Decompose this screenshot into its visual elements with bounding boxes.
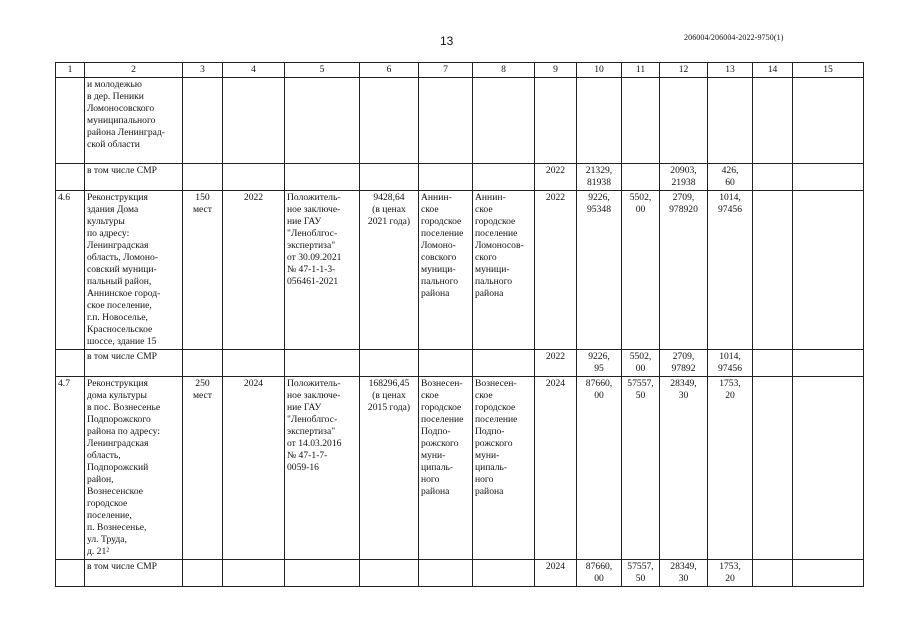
cell-line: района: [475, 486, 504, 497]
cell-line: 250: [195, 378, 210, 389]
document-id: 206004/206004-2022-9750(1): [684, 33, 784, 42]
cell-line: муниципального: [87, 115, 156, 126]
cell-line: в том числе СМР: [87, 561, 158, 572]
cell-line: в том числе СМР: [87, 351, 158, 362]
cell-col-6: [360, 78, 419, 164]
cell-line: 50: [635, 390, 646, 401]
cell-line: 150: [195, 192, 210, 203]
cell-line: ул. Труда,: [87, 534, 127, 545]
cell-line: поселение: [475, 228, 518, 239]
cell-col-1: 4.7: [56, 377, 85, 560]
cell-col-12: [660, 78, 708, 164]
cell-line: шоссе, здание 15: [87, 336, 157, 347]
cell-line: пальный район,: [87, 276, 152, 287]
cell-line: 28349,: [670, 561, 697, 572]
cell-line: городское: [475, 402, 516, 413]
table-row: [56, 350, 864, 377]
cell-col-2: [85, 191, 183, 350]
column-number-11: 11: [622, 63, 660, 78]
cell-line: 2709,: [672, 192, 695, 203]
cell-line: 97456: [718, 363, 742, 374]
cell-line: здания Дома: [87, 204, 139, 215]
cell-col-13: [708, 191, 753, 350]
cell-line: муни-: [475, 450, 500, 461]
cell-line: "Леноблгос-: [287, 228, 338, 239]
cell-line: п. Вознесенье,: [87, 522, 147, 533]
cell-line: поселение: [421, 228, 464, 239]
cell-line: ское: [475, 390, 493, 401]
cell-col-9: 2024: [535, 560, 577, 587]
cell-col-1: [56, 78, 85, 164]
cell-line: 97456: [718, 204, 742, 215]
cell-line: 30: [678, 390, 689, 401]
cell-line: 168296,45: [368, 378, 410, 389]
cell-col-7: [419, 191, 473, 350]
cell-line: ское: [421, 390, 439, 401]
cell-line: 1014,: [719, 192, 741, 203]
column-number-12: 12: [660, 63, 708, 78]
cell-line: 00: [635, 363, 646, 374]
cell-col-15: [793, 350, 864, 377]
cell-col-6: [360, 350, 419, 377]
cell-line: экспертиза": [287, 240, 336, 251]
cell-col-12: [660, 377, 708, 560]
cell-line: 9226,: [588, 351, 610, 362]
cell-col-2: [85, 377, 183, 560]
cell-col-4: [223, 78, 285, 164]
cell-col-13: [708, 560, 753, 587]
cell-col-15: [793, 164, 864, 191]
cell-col-11: [622, 560, 660, 587]
cell-line: городское: [87, 498, 128, 509]
cell-line: ципаль-: [421, 462, 454, 473]
cell-line: района по адресу:: [87, 426, 161, 437]
cell-col-5: [285, 191, 360, 350]
cell-col-13: [708, 377, 753, 560]
cell-col-8: [473, 377, 535, 560]
cell-line: ного: [475, 474, 494, 485]
cell-line: область,: [87, 450, 121, 461]
cell-line: ского: [475, 252, 497, 263]
cell-col-5: [285, 164, 360, 191]
cell-col-2: [85, 78, 183, 164]
cell-line: 28349,: [670, 378, 697, 389]
cell-line: Вознесенское: [87, 486, 143, 497]
cell-line: городское: [421, 402, 462, 413]
cell-col-1: [56, 560, 85, 587]
cell-col-5: [285, 560, 360, 587]
cell-col-11: [622, 350, 660, 377]
column-number-10: 10: [577, 63, 622, 78]
cell-col-4: [223, 350, 285, 377]
cell-col-7: [419, 350, 473, 377]
cell-line: района: [421, 486, 450, 497]
cell-col-10: [577, 350, 622, 377]
cell-line: № 47-1-7-: [287, 450, 328, 461]
cell-col-3: [183, 191, 223, 350]
column-number-4: 4: [223, 63, 285, 78]
cell-col-1: [56, 350, 85, 377]
cell-line: 50: [635, 573, 646, 584]
table-row: [56, 377, 864, 560]
cell-line: 95348: [587, 204, 611, 215]
cell-col-14: [753, 191, 793, 350]
cell-col-10: [577, 164, 622, 191]
cell-line: д. 21²: [87, 546, 110, 557]
cell-col-1: 4.6: [56, 191, 85, 350]
cell-col-14: [753, 164, 793, 191]
cell-col-14: [753, 78, 793, 164]
column-number-6: 6: [360, 63, 419, 78]
column-number-13: 13: [708, 63, 753, 78]
cell-col-11: [622, 377, 660, 560]
cell-line: 57557,: [627, 378, 654, 389]
cell-line: ное заключе-: [287, 204, 341, 215]
cell-line: Ломоносовского: [87, 103, 155, 114]
cell-col-10: [577, 560, 622, 587]
cell-line: дома культуры: [87, 390, 147, 401]
cell-col-2: [85, 164, 183, 191]
cell-line: Реконструкция: [87, 192, 148, 203]
cell-col-10: [577, 377, 622, 560]
cell-col-4: [223, 191, 285, 350]
cell-col-10: [577, 191, 622, 350]
table-row: [56, 191, 864, 350]
cell-col-15: [793, 191, 864, 350]
cell-line: ское: [421, 204, 439, 215]
cell-line: совский муници-: [87, 264, 157, 275]
column-number-9: 9: [535, 63, 577, 78]
cell-line: Подпо-: [421, 426, 451, 437]
cell-line: 57557,: [627, 561, 654, 572]
cell-line: область, Ломоно-: [87, 252, 158, 263]
cell-line: (в ценах: [372, 390, 406, 401]
cell-line: "Леноблгос-: [287, 414, 338, 425]
cell-line: район,: [87, 474, 114, 485]
cell-line: поселение: [475, 414, 518, 425]
cell-line: 2015 года): [367, 402, 411, 413]
cell-line: Красносельское: [87, 324, 153, 335]
cell-line: рожского: [475, 438, 513, 449]
cell-line: 21329,: [585, 165, 613, 176]
cell-line: ской области: [87, 139, 140, 150]
cell-col-2: [85, 350, 183, 377]
cell-line: 97892: [671, 363, 696, 374]
cell-col-9: 2022: [535, 350, 577, 377]
cell-line: Положитель-: [287, 378, 341, 389]
cell-col-11: [622, 78, 660, 164]
cell-line: 9428,64: [373, 192, 405, 203]
cell-line: ское поселение,: [87, 300, 152, 311]
table-row: [56, 560, 864, 587]
cell-line: Вознесен-: [475, 378, 517, 389]
cell-line: 81938: [587, 177, 611, 188]
cell-col-8: [473, 78, 535, 164]
cell-col-13: [708, 350, 753, 377]
cell-line: 056461-2021: [287, 276, 339, 287]
cell-col-12: [660, 560, 708, 587]
cell-line: и молодежью: [87, 79, 142, 90]
cell-line: ципаль-: [475, 462, 508, 473]
cell-line: 95: [594, 363, 604, 374]
cell-line: Вознесен-: [421, 378, 463, 389]
cell-col-4: [223, 164, 285, 191]
cell-line: ного: [421, 474, 440, 485]
cell-col-1: [56, 164, 85, 191]
column-number-15: 15: [793, 63, 864, 78]
cell-line: Аннин-: [421, 192, 452, 203]
cell-line: поселение,: [87, 510, 132, 521]
cell-line: (в ценах: [372, 204, 406, 215]
cell-line: от 30.09.2021: [287, 252, 342, 263]
cell-line: 2024: [243, 378, 264, 389]
cell-line: Подпорожский: [87, 462, 149, 473]
cell-col-7: [419, 78, 473, 164]
cell-col-3: [183, 350, 223, 377]
cell-line: 1753,: [719, 561, 741, 572]
cell-line: муници-: [421, 264, 456, 275]
cell-line: 00: [635, 204, 646, 215]
column-number-8: 8: [473, 63, 535, 78]
cell-col-9: 2024: [535, 377, 577, 560]
column-number-1: 1: [56, 63, 85, 78]
cell-col-12: [660, 191, 708, 350]
cell-col-3: [183, 377, 223, 560]
cell-line: в дер. Пеники: [87, 91, 144, 102]
cell-col-9: 2022: [535, 164, 577, 191]
cell-col-5: [285, 78, 360, 164]
cell-line: совского: [421, 252, 457, 263]
cell-line: ние ГАУ: [287, 216, 322, 227]
cell-line: 30: [678, 573, 689, 584]
cell-line: 5502,: [629, 351, 652, 362]
cell-line: 87660,: [585, 561, 613, 572]
cell-line: 2022: [243, 192, 264, 203]
cell-col-14: [753, 377, 793, 560]
cell-line: Реконструкция: [87, 378, 148, 389]
column-number-row: [56, 63, 864, 78]
cell-col-10: [577, 78, 622, 164]
cell-col-3: [183, 560, 223, 587]
cell-col-9: 2022: [535, 191, 577, 350]
cell-col-4: [223, 377, 285, 560]
cell-line: 978920: [669, 204, 698, 215]
cell-line: 2709,: [672, 351, 695, 362]
cell-col-7: [419, 164, 473, 191]
cell-col-12: [660, 350, 708, 377]
cell-col-6: [360, 560, 419, 587]
cell-line: ние ГАУ: [287, 402, 322, 413]
cell-line: района: [421, 288, 450, 299]
cell-line: городское: [421, 216, 462, 227]
cell-line: 426,: [721, 165, 739, 176]
cell-line: 2021 года): [367, 216, 411, 227]
investment-table: [55, 62, 864, 587]
column-number-14: 14: [753, 63, 793, 78]
column-number-7: 7: [419, 63, 473, 78]
cell-line: городское: [475, 216, 516, 227]
cell-col-4: [223, 560, 285, 587]
cell-line: района Ленинград-: [87, 127, 165, 138]
column-number-3: 3: [183, 63, 223, 78]
cell-col-8: [473, 560, 535, 587]
column-number-5: 5: [285, 63, 360, 78]
cell-line: № 47-1-1-3-: [287, 264, 336, 275]
cell-col-12: [660, 164, 708, 191]
cell-line: мест: [192, 204, 213, 215]
cell-col-6: [360, 377, 419, 560]
cell-line: пального: [475, 276, 513, 287]
cell-col-14: [753, 350, 793, 377]
cell-line: муни-: [421, 450, 446, 461]
cell-line: 00: [594, 573, 604, 584]
cell-line: от 14.03.2016: [287, 438, 342, 449]
cell-col-8: [473, 164, 535, 191]
cell-line: Положитель-: [287, 192, 341, 203]
cell-col-15: [793, 377, 864, 560]
cell-line: рожского: [421, 438, 459, 449]
cell-col-15: [793, 78, 864, 164]
table-row: [56, 164, 864, 191]
cell-col-11: [622, 164, 660, 191]
cell-line: Аннин-: [475, 192, 506, 203]
cell-line: в том числе СМР: [87, 165, 158, 176]
cell-col-7: [419, 560, 473, 587]
cell-line: культуры: [87, 216, 125, 227]
cell-line: 20: [725, 390, 735, 401]
cell-col-11: [622, 191, 660, 350]
cell-line: ное заключе-: [287, 390, 341, 401]
cell-col-5: [285, 350, 360, 377]
cell-line: Ломоно-: [421, 240, 456, 251]
cell-col-13: [708, 78, 753, 164]
cell-col-9: [535, 78, 577, 164]
cell-col-6: [360, 191, 419, 350]
column-number-2: 2: [85, 63, 183, 78]
cell-line: экспертиза": [287, 426, 336, 437]
cell-col-3: [183, 164, 223, 191]
cell-line: района: [475, 288, 504, 299]
cell-line: пального: [421, 276, 459, 287]
cell-line: г.п. Новоселье,: [87, 312, 148, 323]
cell-col-14: [753, 560, 793, 587]
cell-line: 60: [725, 177, 735, 188]
cell-line: мест: [192, 390, 213, 401]
cell-col-13: [708, 164, 753, 191]
cell-line: 5502,: [629, 192, 652, 203]
cell-col-2: [85, 560, 183, 587]
cell-col-6: [360, 164, 419, 191]
cell-line: 21938: [671, 177, 696, 188]
cell-line: 87660,: [585, 378, 613, 389]
cell-line: Аннинское город-: [87, 288, 161, 299]
cell-col-5: [285, 377, 360, 560]
cell-line: по адресу:: [87, 228, 130, 239]
cell-line: 1753,: [719, 378, 741, 389]
cell-line: 00: [594, 390, 604, 401]
cell-col-8: [473, 350, 535, 377]
cell-line: в пос. Вознесенье: [87, 402, 161, 413]
cell-line: 20903,: [670, 165, 697, 176]
cell-line: Ленинградская: [87, 438, 149, 449]
table-row: [56, 78, 864, 164]
cell-line: 1014,: [719, 351, 741, 362]
cell-line: поселение: [421, 414, 464, 425]
cell-line: Подпо-: [475, 426, 505, 437]
cell-line: ское: [475, 204, 493, 215]
cell-col-8: [473, 191, 535, 350]
cell-line: 9226,: [588, 192, 610, 203]
cell-line: Подпорожского: [87, 414, 151, 425]
cell-line: 0059-16: [287, 462, 319, 473]
cell-col-3: [183, 78, 223, 164]
page-number: 13: [440, 34, 454, 48]
cell-line: Ломоносов-: [475, 240, 524, 251]
cell-line: муници-: [475, 264, 510, 275]
cell-col-15: [793, 560, 864, 587]
cell-col-7: [419, 377, 473, 560]
cell-line: Ленинградская: [87, 240, 149, 251]
cell-line: 20: [725, 573, 735, 584]
